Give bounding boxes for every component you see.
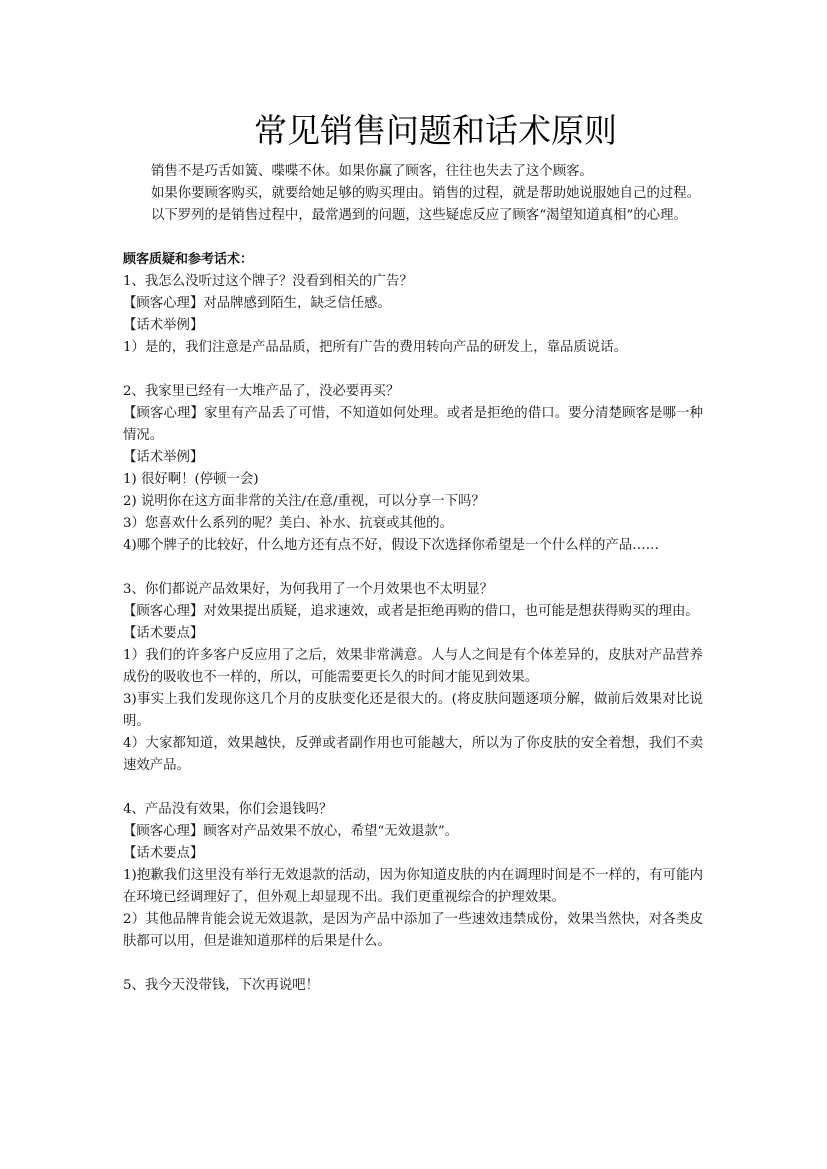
question-block <box>123 271 703 359</box>
tips-label: 【话术要点】 <box>123 846 204 861</box>
tip-item: 2) 说明你在这方面非常的关注/在意/重视，可以分享一下吗？ <box>123 494 485 509</box>
question-text: 2、我家里已经有一大堆产品了，没必要再买？ <box>123 384 400 399</box>
psychology-text: 【顾客心理】家里有产品丢了可惜，不知道如何处理。或者是拒绝的借口。要分清楚顾客是哪一种情况。 <box>123 406 703 443</box>
tip-item: 1）是的，我们注意是产品品质，把所有广告的费用转向产品的研发上，靠品质说话。 <box>123 340 627 355</box>
intro-paragraph: 以下罗列的是销售过程中，最常遇到的问题，这些疑虑反应了顾客“渴望知道真相”的心理。 <box>151 208 687 223</box>
question-text: 5、我今天没带钱，下次再说吧！ <box>123 978 319 993</box>
question-block <box>123 381 703 557</box>
document-body <box>123 161 703 997</box>
tip-item: 3）您喜欢什么系列的呢？美白、补水、抗衰或其他的。 <box>123 516 453 531</box>
tips-label: 【话术举例】 <box>123 450 204 465</box>
tips-label: 【话术要点】 <box>123 626 204 641</box>
tips-label: 【话术举例】 <box>123 318 204 333</box>
document-title: 常见销售问题和话术原则 <box>254 111 617 150</box>
psychology-text: 【顾客心理】对效果提出质疑，追求速效，或者是拒绝再购的借口，也可能是想获得购买的理由。 <box>123 604 699 619</box>
tip-item: 4）大家都知道，效果越快，反弹或者副作用也可能越大，所以为了你皮肤的安全着想，我们不卖速效产品。 <box>123 736 703 773</box>
question-text: 3、你们都说产品效果好，为何我用了一个月效果也不太明显？ <box>123 582 494 597</box>
tip-item: 1）我们的许多客户反应用了之后，效果非常满意。人与人之间是有个体差异的，皮肤对产品营养成份的吸收也不一样的，所以，可能需要更长久的时间才能见到效果。 <box>123 648 703 685</box>
question-block <box>123 799 703 953</box>
psychology-text: 【顾客心理】对品牌感到陌生，缺乏信任感。 <box>123 296 391 311</box>
section-heading: 顾客质疑和参考话术： <box>123 252 254 267</box>
intro-paragraph: 销售不是巧舌如簧、喋喋不休。如果你赢了顾客，往往也失去了这个顾客。 <box>151 164 593 179</box>
tip-item: 1)抱歉我们这里没有举行无效退款的活动，因为你知道皮肤的内在调理时间是不一样的，有可能内在环境已经调理好了，但外观上却显现不出。我们更重视综合的护理效果。 <box>123 868 703 905</box>
question-text: 1、我怎么没听过这个牌子？没看到相关的广告？ <box>123 274 413 289</box>
question-block <box>123 579 703 777</box>
psychology-text: 【顾客心理】顾客对产品效果不放心，希望“无效退款”。 <box>123 824 459 839</box>
question-text: 4、产品没有效果，你们会退钱吗？ <box>123 802 333 817</box>
tip-item: 3)事实上我们发现你这几个月的皮肤变化还是很大的。(将皮肤问题逐项分解，做前后效果对比说明。 <box>123 692 703 729</box>
tip-item: 1) 很好啊！(停顿一会) <box>123 472 259 487</box>
intro-paragraph: 如果你要顾客购买，就要给她足够的购买理由。销售的过程，就是帮助她说服她自己的过程。 <box>151 186 701 201</box>
tip-item: 2）其他品牌肯能会说无效退款，是因为产品中添加了一些速效违禁成份，效果当然快，对各类皮肤都可以用，但是谁知道那样的后果是什么。 <box>123 912 703 949</box>
tip-item: 4)哪个牌子的比较好，什么地方还有点不好，假设下次选择你希望是一个什么样的产品…… <box>123 538 659 553</box>
